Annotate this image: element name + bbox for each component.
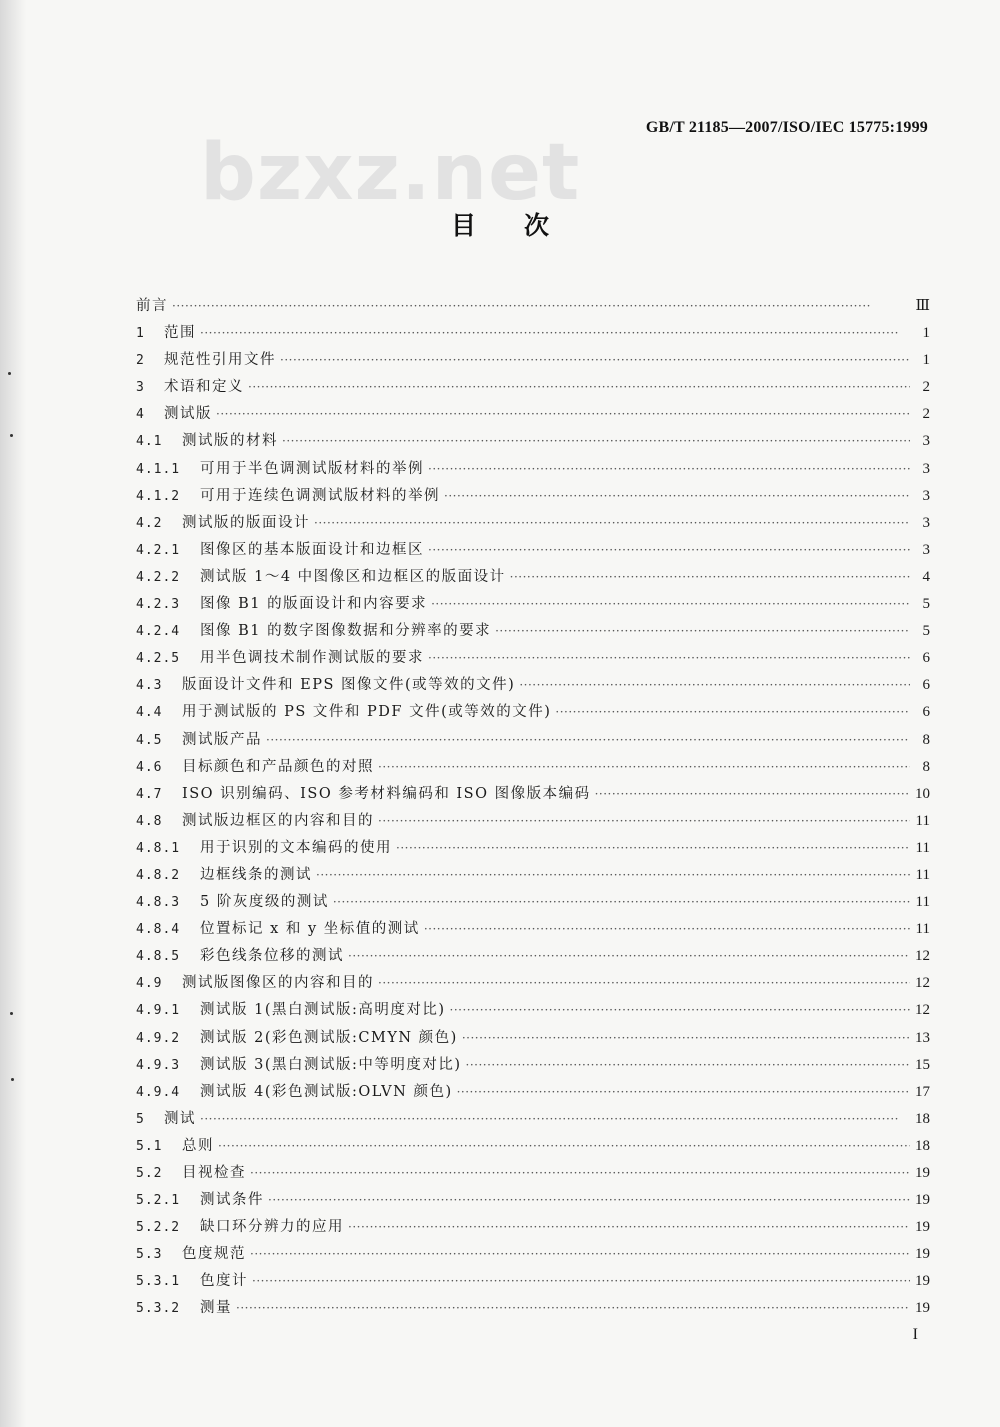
toc-leader-dots bbox=[519, 672, 910, 699]
toc-entry-page: 3 bbox=[922, 514, 930, 531]
toc-entry-number: 5 bbox=[136, 1111, 145, 1127]
toc-entry-title: 色度计 bbox=[200, 1273, 248, 1290]
toc-entry-number: 4.3 bbox=[136, 678, 163, 694]
scan-speck bbox=[10, 434, 13, 437]
toc-entry[interactable] bbox=[136, 320, 930, 347]
toc-entry-page: 10 bbox=[915, 785, 930, 802]
toc-entry-page: 18 bbox=[915, 1110, 930, 1127]
toc-entry-title: 用半色调技术制作测试版的要求 bbox=[200, 650, 424, 667]
toc-entry-title: 前言 bbox=[136, 298, 168, 314]
toc-entry-title: ISO 识别编码、ISO 参考材料编码和 ISO 图像版本编码 bbox=[182, 785, 591, 802]
toc-entry[interactable] bbox=[136, 727, 930, 754]
toc-entry-page: 3 bbox=[922, 541, 930, 558]
toc-entry-page: 6 bbox=[922, 677, 930, 694]
toc-entry[interactable] bbox=[136, 510, 930, 537]
toc-leader-dots bbox=[236, 1295, 910, 1322]
toc-entry-title: 彩色线条位移的测试 bbox=[200, 948, 344, 965]
toc-leader-dots bbox=[250, 1241, 910, 1268]
toc-leader-dots bbox=[378, 754, 910, 781]
toc-leader-dots bbox=[348, 943, 910, 970]
toc-leader-dots bbox=[200, 320, 910, 347]
toc-entry-page: 6 bbox=[922, 704, 930, 721]
toc-entry-page: 19 bbox=[915, 1273, 930, 1290]
toc-entry-title: 测试版的版面设计 bbox=[182, 514, 310, 531]
toc-leader-dots bbox=[466, 1052, 910, 1079]
toc-entry-number: 4.8.5 bbox=[136, 949, 181, 965]
toc-entry-page: 13 bbox=[915, 1029, 930, 1046]
toc-entry-number: 4 bbox=[136, 407, 145, 423]
toc-entry[interactable] bbox=[136, 618, 930, 645]
toc-entry-title: 测试版产品 bbox=[182, 731, 262, 748]
toc-leader-dots bbox=[200, 1106, 910, 1133]
toc-entry[interactable] bbox=[136, 293, 930, 320]
toc-entry-number: 1 bbox=[136, 326, 145, 342]
toc-entry[interactable] bbox=[136, 862, 930, 889]
toc-entry-title: 范围 bbox=[164, 325, 196, 342]
toc-leader-dots bbox=[424, 916, 910, 943]
scan-speck bbox=[8, 372, 11, 375]
toc-entry-title: 测量 bbox=[200, 1300, 232, 1317]
toc-entry-title: 测试版的材料 bbox=[182, 433, 278, 450]
toc-entry-title: 可用于半色调测试版材料的举例 bbox=[200, 460, 424, 477]
toc-entry-number: 4.9.1 bbox=[136, 1003, 181, 1019]
toc-entry[interactable] bbox=[136, 889, 930, 916]
toc-entry-page: 12 bbox=[915, 948, 930, 965]
toc-entry-page: 5 bbox=[922, 596, 930, 613]
toc-leader-dots bbox=[378, 970, 910, 997]
toc-entry-page: 18 bbox=[915, 1137, 930, 1154]
toc-entry-page: 2 bbox=[922, 379, 930, 396]
toc-entry[interactable] bbox=[136, 1079, 930, 1106]
toc-entry[interactable] bbox=[136, 1268, 930, 1295]
toc-entry-number: 5.1 bbox=[136, 1138, 163, 1154]
toc-entry-title: 总则 bbox=[182, 1137, 214, 1154]
toc-entry-title: 5 阶灰度级的测试 bbox=[200, 894, 329, 911]
toc-entry-page: 19 bbox=[915, 1219, 930, 1236]
toc-entry-number: 4.2.1 bbox=[136, 542, 181, 558]
toc-leader-dots bbox=[462, 1025, 910, 1052]
toc-entry[interactable] bbox=[136, 1295, 930, 1322]
toc-entry[interactable] bbox=[136, 916, 930, 943]
toc-entry[interactable] bbox=[136, 1025, 930, 1052]
toc-leader-dots bbox=[595, 781, 910, 808]
toc-leader-dots bbox=[555, 699, 910, 726]
toc-leader-dots bbox=[314, 510, 910, 537]
toc-entry-title: 规范性引用文件 bbox=[164, 352, 276, 369]
toc-entry-page: 8 bbox=[922, 758, 930, 775]
toc-entry-page: 6 bbox=[922, 650, 930, 667]
toc-entry-page: 3 bbox=[922, 460, 930, 477]
toc-entry-page: 11 bbox=[915, 812, 930, 829]
toc-entry-page: 11 bbox=[915, 839, 930, 856]
toc-leader-dots bbox=[348, 1214, 910, 1241]
toc-leader-dots bbox=[444, 483, 910, 510]
toc-entry-number: 4.9.3 bbox=[136, 1057, 181, 1073]
toc-leader-dots bbox=[268, 1187, 910, 1214]
toc-leader-dots bbox=[428, 645, 910, 672]
toc-entry[interactable] bbox=[136, 456, 930, 483]
toc-entry-number: 2 bbox=[136, 353, 145, 369]
standard-number: GB/T 21185—2007/ISO/IEC 15775:1999 bbox=[645, 119, 928, 136]
toc-entry[interactable] bbox=[136, 374, 930, 401]
toc-entry-number: 4.2.3 bbox=[136, 597, 181, 613]
toc-entry-title: 色度规范 bbox=[182, 1246, 246, 1263]
toc-entry-page: 11 bbox=[915, 921, 930, 938]
toc-leader-dots bbox=[250, 1160, 910, 1187]
toc-entry[interactable] bbox=[136, 483, 930, 510]
toc-entry-page: 11 bbox=[915, 894, 930, 911]
toc-entry-number: 4.5 bbox=[136, 732, 163, 748]
toc-entry-title: 版面设计文件和 EPS 图像文件(或等效的文件) bbox=[182, 677, 516, 694]
toc-entry-title: 测试版边框区的内容和目的 bbox=[182, 812, 374, 829]
toc-entry-page: 1 bbox=[922, 325, 930, 342]
toc-entry-number: 5.2.2 bbox=[136, 1220, 181, 1236]
table-of-contents bbox=[136, 293, 930, 1323]
toc-leader-dots bbox=[248, 374, 910, 401]
toc-entry-number: 3 bbox=[136, 380, 145, 396]
toc-entry-title: 目视检查 bbox=[182, 1165, 246, 1181]
toc-entry-number: 5.3 bbox=[136, 1247, 163, 1263]
toc-entry-number: 4.1.2 bbox=[136, 488, 181, 504]
toc-entry-page: 19 bbox=[915, 1192, 930, 1209]
toc-leader-dots bbox=[428, 456, 910, 483]
toc-entry[interactable] bbox=[136, 1133, 930, 1160]
toc-entry-number: 4.8 bbox=[136, 813, 163, 829]
toc-entry-page: 4 bbox=[922, 568, 930, 585]
toc-entry-title: 测试版 4(彩色测试版:OLVN 颜色) bbox=[200, 1083, 453, 1100]
toc-leader-dots bbox=[218, 1133, 910, 1160]
toc-entry[interactable] bbox=[136, 808, 930, 835]
toc-entry-number: 4.8.1 bbox=[136, 840, 181, 856]
toc-entry-page: 3 bbox=[922, 433, 930, 450]
toc-entry[interactable] bbox=[136, 564, 930, 591]
toc-entry-title: 测试条件 bbox=[200, 1192, 264, 1209]
toc-leader-dots bbox=[333, 889, 910, 916]
toc-leader-dots bbox=[280, 347, 910, 374]
toc-leader-dots bbox=[428, 537, 910, 564]
toc-entry-title: 测试版 2(彩色测试版:CMYN 颜色) bbox=[200, 1029, 458, 1046]
toc-entry-page: 3 bbox=[922, 487, 930, 504]
toc-entry-title: 位置标记 x 和 y 坐标值的测试 bbox=[200, 921, 420, 938]
toc-entry[interactable] bbox=[136, 347, 930, 374]
toc-entry-title: 目标颜色和产品颜色的对照 bbox=[182, 758, 374, 775]
toc-entry-number: 4.6 bbox=[136, 759, 163, 775]
toc-entry-number: 4.1 bbox=[136, 434, 163, 450]
toc-leader-dots bbox=[378, 808, 910, 835]
toc-leader-dots bbox=[510, 564, 910, 591]
toc-entry-title: 用于识别的文本编码的使用 bbox=[200, 839, 392, 856]
toc-entry-title: 测试 bbox=[164, 1110, 196, 1127]
toc-entry-page: 2 bbox=[922, 406, 930, 423]
toc-entry[interactable] bbox=[136, 537, 930, 564]
toc-entry-number: 4.7 bbox=[136, 786, 163, 802]
toc-entry-title: 图像 B1 的数字图像数据和分辨率的要求 bbox=[200, 623, 492, 640]
page-title: 目次 bbox=[450, 211, 597, 240]
toc-entry-page: Ⅲ bbox=[915, 298, 930, 314]
toc-entry-title: 图像 B1 的版面设计和内容要求 bbox=[200, 596, 428, 613]
toc-entry[interactable] bbox=[136, 672, 930, 699]
toc-leader-dots bbox=[252, 1268, 910, 1295]
toc-entry-number: 4.9.4 bbox=[136, 1084, 181, 1100]
toc-entry-page: 19 bbox=[915, 1165, 930, 1181]
toc-entry-page: 8 bbox=[922, 731, 930, 748]
toc-entry[interactable] bbox=[136, 1241, 930, 1268]
toc-entry[interactable] bbox=[136, 754, 930, 781]
toc-entry-title: 测试版 1～4 中图像区和边框区的版面设计 bbox=[200, 568, 506, 585]
toc-entry-title: 图像区的基本版面设计和边框区 bbox=[200, 541, 424, 558]
toc-entry[interactable] bbox=[136, 699, 930, 726]
toc-leader-dots bbox=[495, 618, 910, 645]
toc-entry[interactable] bbox=[136, 591, 930, 618]
toc-entry-page: 5 bbox=[922, 623, 930, 640]
toc-entry-number: 4.1.1 bbox=[136, 461, 181, 477]
toc-entry-page: 12 bbox=[915, 1002, 930, 1019]
toc-leader-dots bbox=[450, 997, 910, 1024]
toc-entry[interactable] bbox=[136, 1106, 930, 1133]
toc-leader-dots bbox=[431, 591, 910, 618]
toc-entry-number: 5.3.1 bbox=[136, 1274, 181, 1290]
toc-entry-number: 4.2 bbox=[136, 515, 163, 531]
page-number: I bbox=[912, 1326, 918, 1343]
toc-entry-number: 4.8.3 bbox=[136, 895, 181, 911]
toc-entry[interactable] bbox=[136, 835, 930, 862]
toc-entry-number: 4.2.5 bbox=[136, 651, 181, 667]
toc-entry-title: 测试版图像区的内容和目的 bbox=[182, 975, 374, 992]
toc-entry[interactable] bbox=[136, 1187, 930, 1214]
toc-entry[interactable] bbox=[136, 1214, 930, 1241]
toc-entry[interactable] bbox=[136, 1052, 930, 1079]
toc-entry-page: 11 bbox=[915, 866, 930, 883]
toc-leader-dots bbox=[316, 862, 910, 889]
watermark: bzxz.net bbox=[200, 128, 581, 218]
toc-leader-dots bbox=[266, 727, 910, 754]
scan-speck bbox=[11, 1078, 14, 1081]
toc-entry[interactable] bbox=[136, 970, 930, 997]
toc-entry-page: 19 bbox=[915, 1300, 930, 1317]
toc-entry-title: 用于测试版的 PS 文件和 PDF 文件(或等效的文件) bbox=[182, 704, 552, 721]
toc-entry[interactable] bbox=[136, 401, 930, 428]
toc-entry-number: 4.2.2 bbox=[136, 569, 181, 585]
toc-entry[interactable] bbox=[136, 645, 930, 672]
toc-entry[interactable] bbox=[136, 1160, 930, 1187]
toc-leader-dots bbox=[457, 1079, 910, 1106]
toc-entry-title: 测试版 3(黑白测试版:中等明度对比) bbox=[200, 1056, 462, 1073]
toc-entry-number: 4.8.4 bbox=[136, 922, 181, 938]
toc-entry-number: 4.9.2 bbox=[136, 1030, 181, 1046]
toc-entry-number: 4.8.2 bbox=[136, 867, 181, 883]
toc-leader-dots bbox=[172, 293, 910, 320]
toc-entry-title: 测试版 1(黑白测试版:高明度对比) bbox=[200, 1002, 446, 1019]
toc-entry-title: 可用于连续色调测试版材料的举例 bbox=[200, 487, 440, 504]
toc-entry-page: 19 bbox=[915, 1246, 930, 1263]
toc-entry[interactable] bbox=[136, 943, 930, 970]
toc-entry-number: 4.2.4 bbox=[136, 624, 181, 640]
toc-entry-number: 5.2 bbox=[136, 1166, 163, 1181]
toc-leader-dots bbox=[282, 428, 910, 455]
toc-entry-number: 5.3.2 bbox=[136, 1301, 181, 1317]
toc-entry-title: 测试版 bbox=[164, 406, 212, 423]
toc-leader-dots bbox=[396, 835, 910, 862]
toc-entry-number: 5.2.1 bbox=[136, 1193, 181, 1209]
toc-entry-number: 4.9 bbox=[136, 976, 163, 992]
toc-leader-dots bbox=[216, 401, 910, 428]
scan-speck bbox=[10, 1012, 13, 1015]
toc-entry-page: 12 bbox=[915, 975, 930, 992]
toc-entry[interactable] bbox=[136, 428, 930, 455]
toc-entry-page: 1 bbox=[922, 352, 930, 369]
toc-entry[interactable] bbox=[136, 997, 930, 1024]
toc-entry-title: 缺口环分辨力的应用 bbox=[200, 1219, 344, 1236]
toc-entry-number: 4.4 bbox=[136, 705, 163, 721]
toc-entry-title: 术语和定义 bbox=[164, 379, 244, 396]
toc-entry-page: 17 bbox=[915, 1083, 930, 1100]
toc-entry-page: 15 bbox=[915, 1056, 930, 1073]
toc-entry[interactable] bbox=[136, 781, 930, 808]
toc-entry-title: 边框线条的测试 bbox=[200, 866, 312, 883]
